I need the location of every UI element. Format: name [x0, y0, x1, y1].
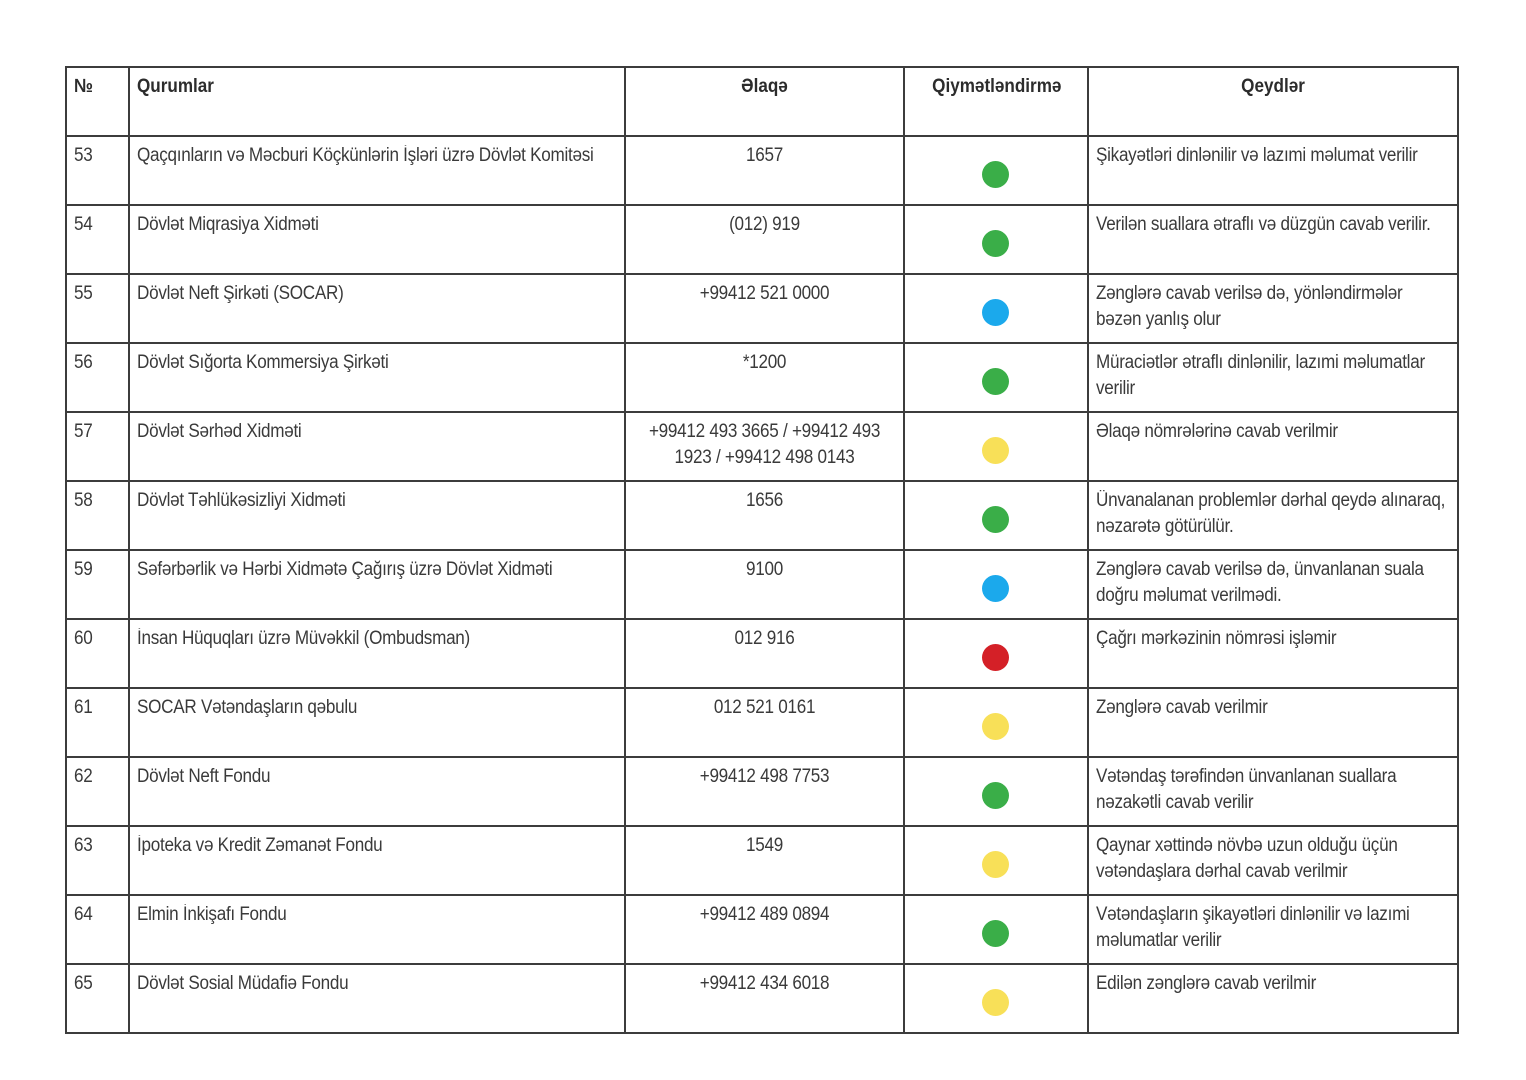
cell-rating [904, 619, 1088, 688]
cell-contact [625, 412, 904, 481]
cell-contact [625, 136, 904, 205]
cell-notes [1088, 757, 1458, 826]
notes-text: Verilən suallara ətraflı və düzgün cavab verilir. [1096, 214, 1431, 235]
contact-number: +99412 489 0894 [700, 904, 830, 925]
cell-notes [1088, 481, 1458, 550]
contact-number: 1656 [746, 490, 784, 511]
row-number: 65 [74, 973, 93, 994]
organization-name: İnsan Hüquqları üzrə Müvəkkil (Ombudsman) [137, 628, 470, 649]
rating-green-dot-icon [982, 782, 1009, 809]
row-number: 64 [74, 904, 93, 925]
header-num-label: № [74, 76, 94, 97]
cell-rating [904, 550, 1088, 619]
notes-text: Vətəndaşların şikayətləri dinlənilir və lazımi məlumatlar verilir [1096, 904, 1410, 951]
cell-contact [625, 619, 904, 688]
cell-org [129, 550, 625, 619]
organization-name: Dövlət Miqrasiya Xidməti [137, 214, 319, 235]
row-number: 54 [74, 214, 93, 235]
cell-rating [904, 895, 1088, 964]
organization-name: Səfərbərlik və Hərbi Xidmətə Çağırış üzrə Dövlət Xidməti [137, 559, 553, 580]
header-contact [625, 67, 904, 136]
table-row [66, 412, 1458, 481]
contact-number: +99412 521 0000 [700, 283, 830, 304]
rating-yellow-dot-icon [982, 437, 1009, 464]
cell-contact [625, 757, 904, 826]
cell-num [66, 964, 129, 1033]
cell-org [129, 826, 625, 895]
row-number: 55 [74, 283, 93, 304]
cell-num [66, 619, 129, 688]
cell-rating [904, 826, 1088, 895]
table-row [66, 481, 1458, 550]
cell-contact [625, 274, 904, 343]
cell-org [129, 964, 625, 1033]
table-row [66, 136, 1458, 205]
rating-green-dot-icon [982, 368, 1009, 395]
cell-num [66, 757, 129, 826]
organization-name: Dövlət Sərhəd Xidməti [137, 421, 302, 442]
rating-yellow-dot-icon [982, 851, 1009, 878]
cell-org [129, 136, 625, 205]
cell-org [129, 757, 625, 826]
table-row [66, 895, 1458, 964]
header-contact-label: Əlaqə [741, 76, 789, 97]
contact-number: +99412 434 6018 [700, 973, 830, 994]
cell-num [66, 136, 129, 205]
header-org [129, 67, 625, 136]
row-number: 63 [74, 835, 93, 856]
header-row [66, 67, 1458, 136]
cell-contact [625, 205, 904, 274]
organization-name: Qaçqınların və Məcburi Köçkünlərin İşləri üzrə Dövlət Komitəsi [137, 145, 594, 166]
cell-num [66, 550, 129, 619]
cell-notes [1088, 688, 1458, 757]
header-notes [1088, 67, 1458, 136]
cell-num [66, 688, 129, 757]
cell-rating [904, 343, 1088, 412]
cell-notes [1088, 412, 1458, 481]
cell-num [66, 343, 129, 412]
header-org-label: Qurumlar [137, 76, 214, 97]
contact-number: 012 521 0161 [714, 697, 816, 718]
rating-yellow-dot-icon [982, 713, 1009, 740]
cell-org [129, 274, 625, 343]
header-notes-label: Qeydlər [1241, 76, 1306, 97]
cell-rating [904, 481, 1088, 550]
table-row [66, 550, 1458, 619]
cell-contact [625, 964, 904, 1033]
organization-name: Elmin İnkişafı Fondu [137, 904, 287, 925]
cell-notes [1088, 205, 1458, 274]
header-num [66, 67, 129, 136]
cell-notes [1088, 550, 1458, 619]
cell-num [66, 481, 129, 550]
cell-num [66, 412, 129, 481]
contact-number: (012) 919 [729, 214, 801, 235]
notes-text: Vətəndaş tərəfindən ünvanlanan suallara nəzakətli cavab verilir [1096, 766, 1397, 813]
rating-blue-dot-icon [982, 299, 1009, 326]
cell-rating [904, 205, 1088, 274]
cell-org [129, 895, 625, 964]
row-number: 60 [74, 628, 93, 649]
cell-num [66, 895, 129, 964]
cell-notes [1088, 895, 1458, 964]
organization-name: SOCAR Vətəndaşların qəbulu [137, 697, 358, 718]
organization-name: Dövlət Sosial Müdafiə Fondu [137, 973, 349, 994]
organization-name: Dövlət Təhlükəsizliyi Xidməti [137, 490, 346, 511]
cell-org [129, 481, 625, 550]
table-row [66, 343, 1458, 412]
cell-org [129, 688, 625, 757]
header-rating [904, 67, 1088, 136]
rating-yellow-dot-icon [982, 989, 1009, 1016]
cell-rating [904, 274, 1088, 343]
contact-number: 012 916 [735, 628, 795, 649]
cell-notes [1088, 274, 1458, 343]
cell-contact [625, 550, 904, 619]
contact-number: +99412 493 3665 / +99412 493 1923 / +99412 498 0143 [649, 421, 881, 468]
cell-contact [625, 481, 904, 550]
cell-notes [1088, 964, 1458, 1033]
row-number: 56 [74, 352, 93, 373]
row-number: 57 [74, 421, 93, 442]
contact-number: 1549 [746, 835, 784, 856]
cell-org [129, 619, 625, 688]
cell-org [129, 412, 625, 481]
institutions-table [65, 66, 1459, 1034]
row-number: 59 [74, 559, 93, 580]
organization-name: Dövlət Sığorta Kommersiya Şirkəti [137, 352, 389, 373]
cell-num [66, 205, 129, 274]
header-rating-label: Qiymətləndirmə [931, 76, 1062, 97]
rating-green-dot-icon [982, 920, 1009, 947]
cell-org [129, 343, 625, 412]
cell-notes [1088, 343, 1458, 412]
notes-text: Müraciətlər ətraflı dinlənilir, lazımi məlumatlar verilir [1096, 352, 1425, 399]
cell-contact [625, 895, 904, 964]
rating-red-dot-icon [982, 644, 1009, 671]
notes-text: Çağrı mərkəzinin nömrəsi işləmir [1096, 628, 1337, 649]
rating-blue-dot-icon [982, 575, 1009, 602]
row-number: 58 [74, 490, 93, 511]
organization-name: Dövlət Neft Şirkəti (SOCAR) [137, 283, 344, 304]
notes-text: Qaynar xəttində növbə uzun olduğu üçün vətəndaşlara dərhal cavab verilmir [1096, 835, 1398, 882]
organization-name: İpoteka və Kredit Zəmanət Fondu [137, 835, 383, 856]
row-number: 61 [74, 697, 93, 718]
table-row [66, 688, 1458, 757]
contact-number: 9100 [746, 559, 784, 580]
cell-rating [904, 964, 1088, 1033]
cell-contact [625, 826, 904, 895]
rating-green-dot-icon [982, 506, 1009, 533]
cell-rating [904, 136, 1088, 205]
cell-org [129, 205, 625, 274]
notes-text: Zənglərə cavab verilsə də, yönləndirmələr bəzən yanlış olur [1096, 283, 1403, 330]
cell-notes [1088, 826, 1458, 895]
notes-text: Əlaqə nömrələrinə cavab verilmir [1096, 421, 1338, 442]
cell-num [66, 826, 129, 895]
notes-text: Şikayətləri dinlənilir və lazımi məlumat verilir [1096, 145, 1418, 166]
table-row [66, 274, 1458, 343]
notes-text: Zənglərə cavab verilsə də, ünvanlanan suala doğru məlumat verilmədi. [1096, 559, 1424, 606]
table-row [66, 619, 1458, 688]
cell-contact [625, 343, 904, 412]
contact-number: 1657 [746, 145, 784, 166]
contact-number: +99412 498 7753 [700, 766, 830, 787]
rating-green-dot-icon [982, 161, 1009, 188]
cell-num [66, 274, 129, 343]
contact-number: *1200 [743, 352, 787, 373]
rating-green-dot-icon [982, 230, 1009, 257]
cell-rating [904, 412, 1088, 481]
row-number: 62 [74, 766, 93, 787]
table-row [66, 826, 1458, 895]
cell-notes [1088, 136, 1458, 205]
table-row [66, 205, 1458, 274]
cell-rating [904, 757, 1088, 826]
cell-contact [625, 688, 904, 757]
cell-notes [1088, 619, 1458, 688]
organization-name: Dövlət Neft Fondu [137, 766, 271, 787]
table-row [66, 757, 1458, 826]
notes-text: Edilən zənglərə cavab verilmir [1096, 973, 1317, 994]
row-number: 53 [74, 145, 93, 166]
notes-text: Zənglərə cavab verilmir [1096, 697, 1268, 718]
notes-text: Ünvanalanan problemlər dərhal qeydə alınaraq, nəzarətə götürülür. [1096, 490, 1446, 537]
table-row [66, 964, 1458, 1033]
cell-rating [904, 688, 1088, 757]
